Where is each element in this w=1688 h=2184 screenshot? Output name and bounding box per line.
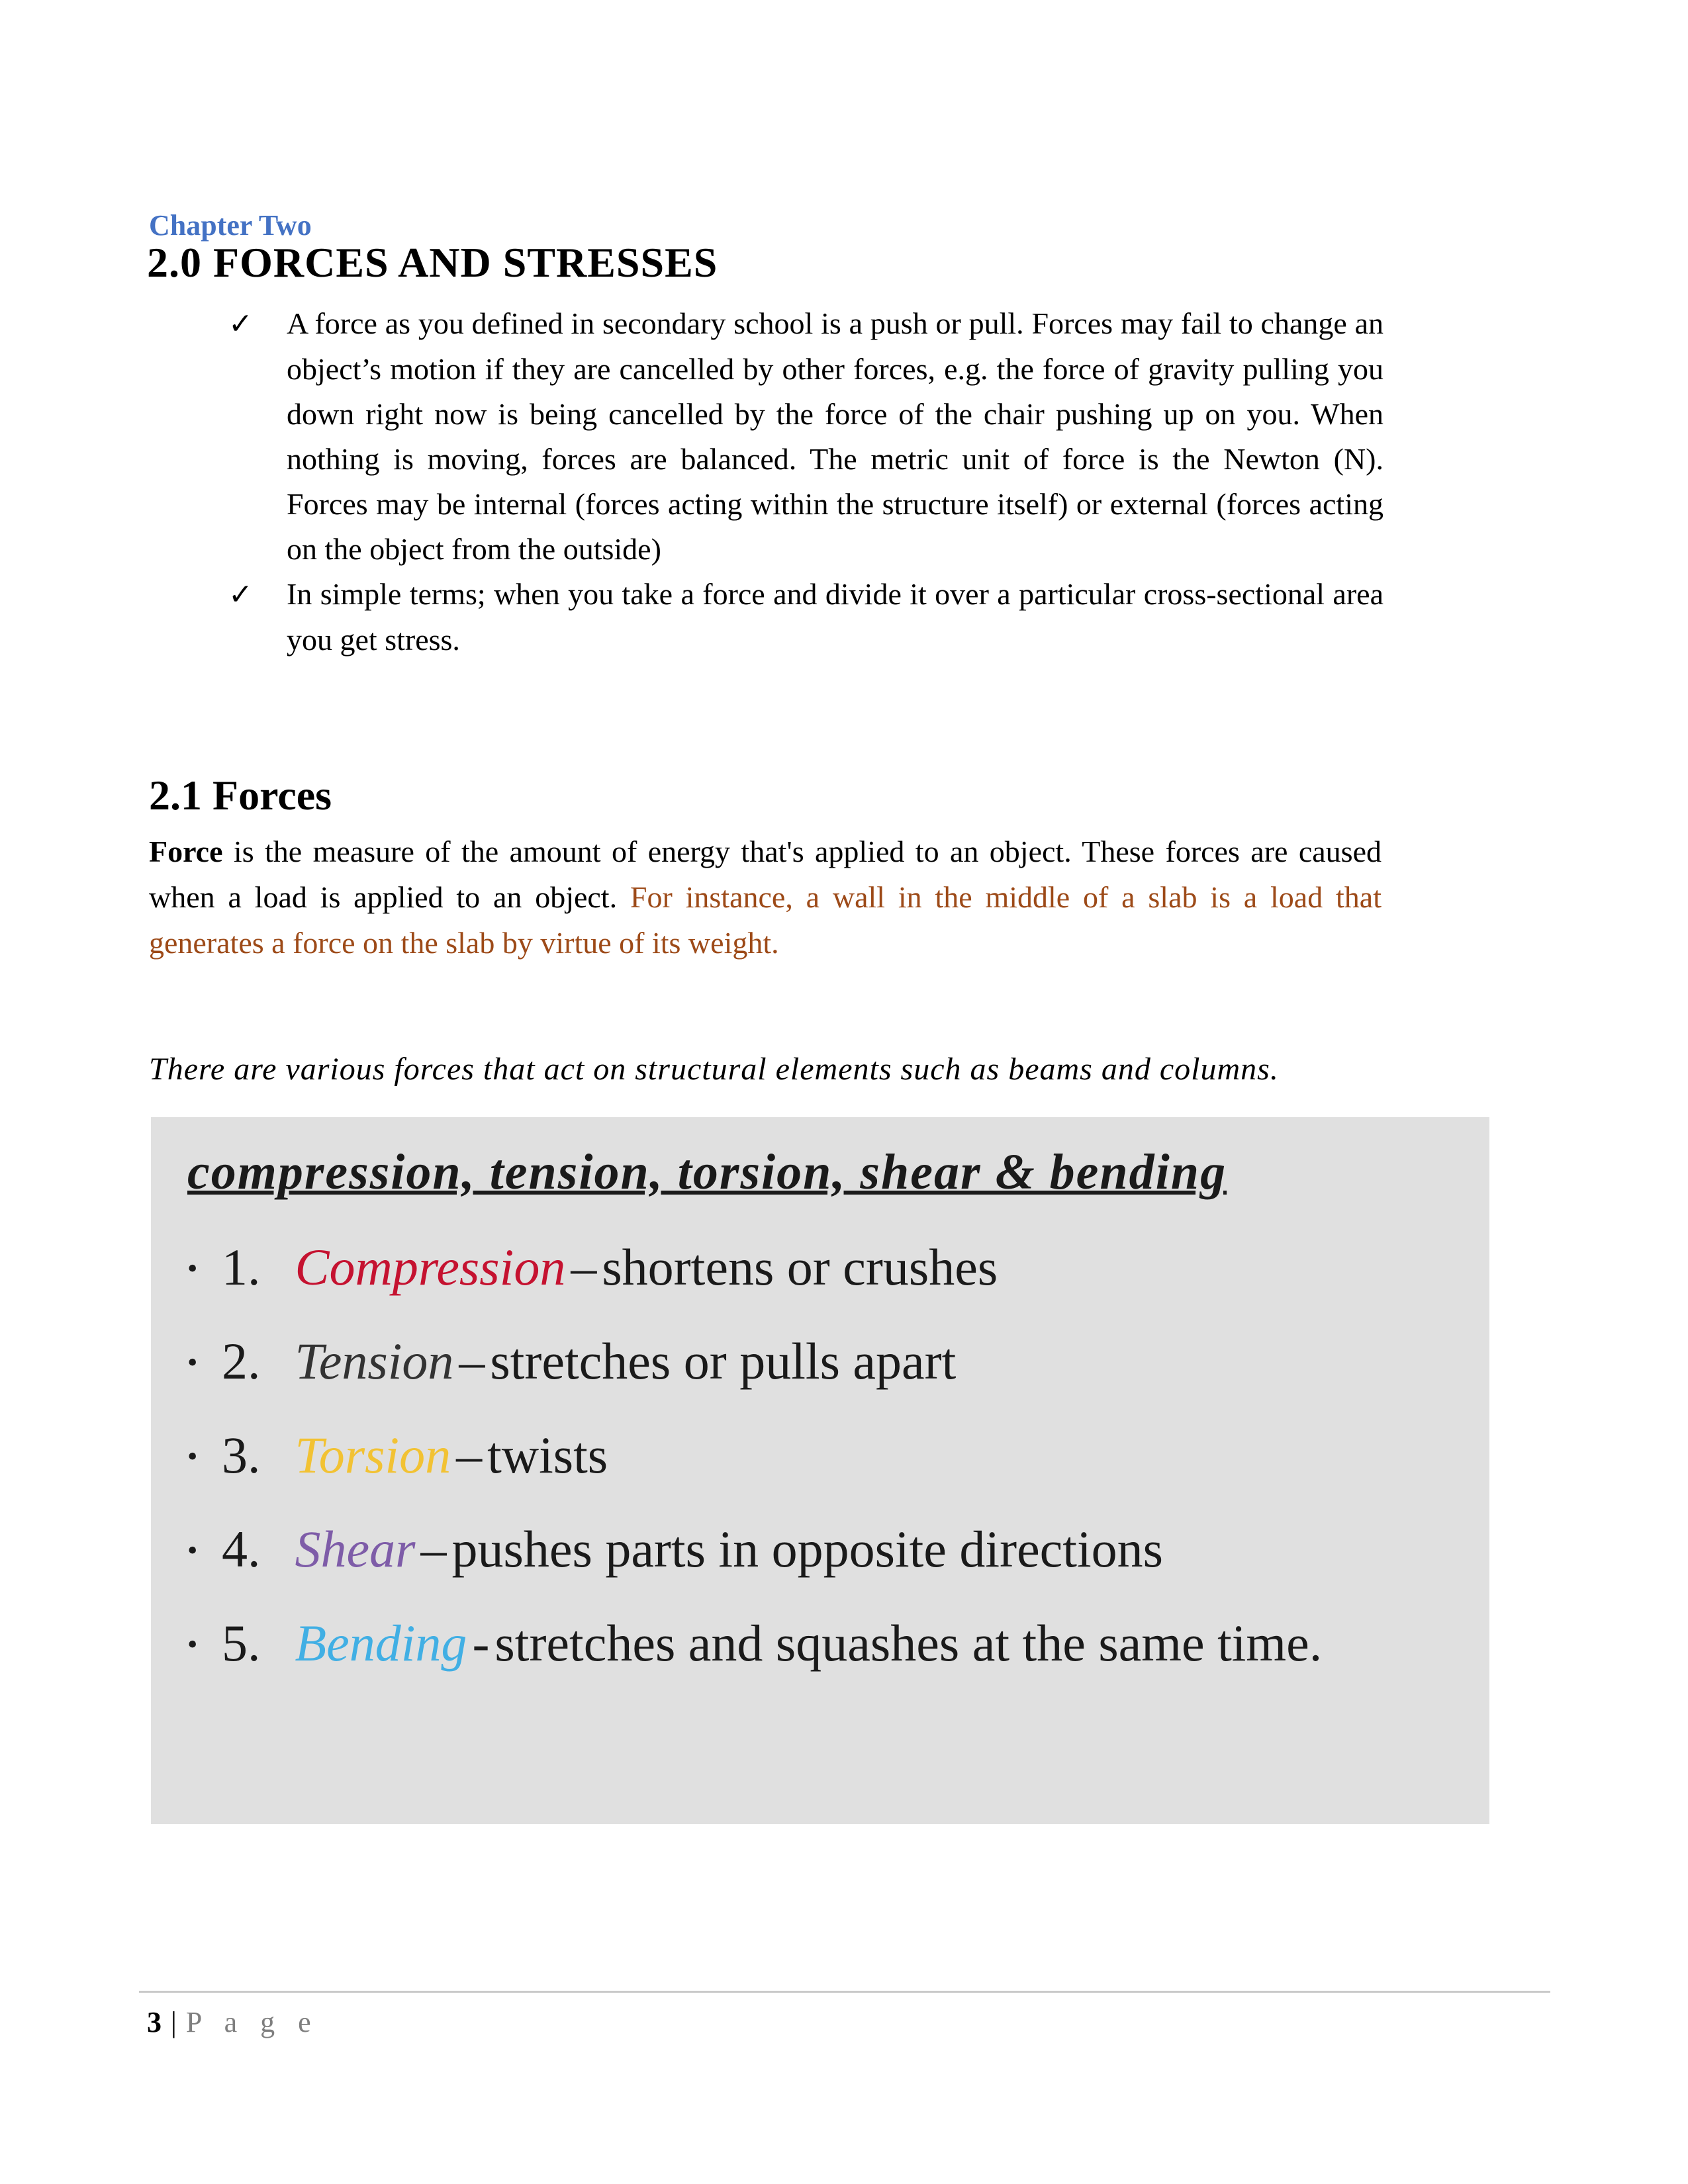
- check-icon: ✓: [228, 578, 253, 611]
- figure-list-item: [187, 1597, 1374, 1691]
- item-term: Compression: [295, 1238, 566, 1296]
- footer-divider: [139, 1991, 1550, 1993]
- forces-paragraph: [149, 829, 1382, 966]
- figure-list-item: [187, 1315, 1374, 1409]
- item-dash: -: [472, 1614, 490, 1672]
- list-item-text: A force as you defined in secondary school is a push or pull. Forces may fail to change an object’s motion if they are cancelled by other forces, e.g. the force of gravity pulling you down right now is being cancelled by the force of the chair pushing up on you. When nothing is moving, forces are balanced. The metric unit of force is the Newton (N). Forces may be internal (forces acting within the structure itself) or external (forces acting on the object from the outside): [287, 306, 1383, 566]
- forces-paragraph-brown: For instance, a wall in the middle of a slab is a load that generates a force on the slab by virtue of its weight.: [149, 880, 1382, 960]
- figure-title: compression, tension, torsion, shear & bending: [187, 1144, 1227, 1200]
- item-term: Tension: [295, 1332, 454, 1390]
- item-number: 5.: [222, 1614, 261, 1672]
- forces-heading: 2.1 Forces: [149, 772, 332, 819]
- list-item: [228, 301, 1383, 572]
- item-term: Torsion: [295, 1426, 451, 1484]
- section-title: 2.0 FORCES AND STRESSES: [147, 239, 718, 286]
- figure-list-item: [187, 1409, 1374, 1503]
- forces-paragraph-black: is the measure of the amount of energy that's applied to an object. These forces are caused when a load is applied to an object.: [149, 835, 1382, 914]
- bullet-icon: •: [187, 1534, 198, 1567]
- item-term: Shear: [295, 1520, 416, 1578]
- bullet-icon: •: [187, 1252, 198, 1285]
- item-term: Bending: [295, 1614, 467, 1672]
- item-description: pushes parts in opposite directions: [451, 1520, 1164, 1578]
- item-dash: –: [456, 1426, 483, 1484]
- item-description: shortens or crushes: [602, 1238, 998, 1296]
- item-description: stretches and squashes at the same time.: [494, 1614, 1323, 1672]
- item-number: 2.: [222, 1332, 261, 1390]
- item-number: 3.: [222, 1426, 261, 1484]
- footer-label: P a g e: [185, 2006, 319, 2038]
- bullet-icon: •: [187, 1346, 198, 1379]
- bullet-icon: •: [187, 1628, 198, 1661]
- figure-list: [187, 1221, 1463, 1691]
- item-number: 4.: [222, 1520, 261, 1578]
- item-number: 1.: [222, 1238, 261, 1296]
- bullet-icon: •: [187, 1440, 198, 1473]
- check-bullet-list: [228, 301, 1383, 662]
- item-dash: –: [420, 1520, 447, 1578]
- list-item: [228, 572, 1383, 662]
- item-dash: –: [459, 1332, 485, 1390]
- check-icon: ✓: [228, 308, 253, 340]
- italic-note: There are various forces that act on structural elements such as beams and columns.: [149, 1052, 1279, 1087]
- page-footer: [147, 2005, 319, 2039]
- footer-separator: |: [171, 2006, 177, 2038]
- force-term: Force: [149, 835, 223, 868]
- list-item-text: In simple terms; when you take a force and divide it over a particular cross-sectional area you get stress.: [287, 577, 1383, 657]
- item-description: twists: [487, 1426, 608, 1484]
- item-description: stretches or pulls apart: [490, 1332, 957, 1390]
- item-dash: –: [571, 1238, 597, 1296]
- figure-list-item: [187, 1503, 1374, 1597]
- chapter-label: Chapter Two: [149, 209, 312, 242]
- forces-figure: [151, 1117, 1489, 1824]
- figure-list-item: [187, 1221, 1374, 1315]
- page-number: 3: [147, 2006, 162, 2038]
